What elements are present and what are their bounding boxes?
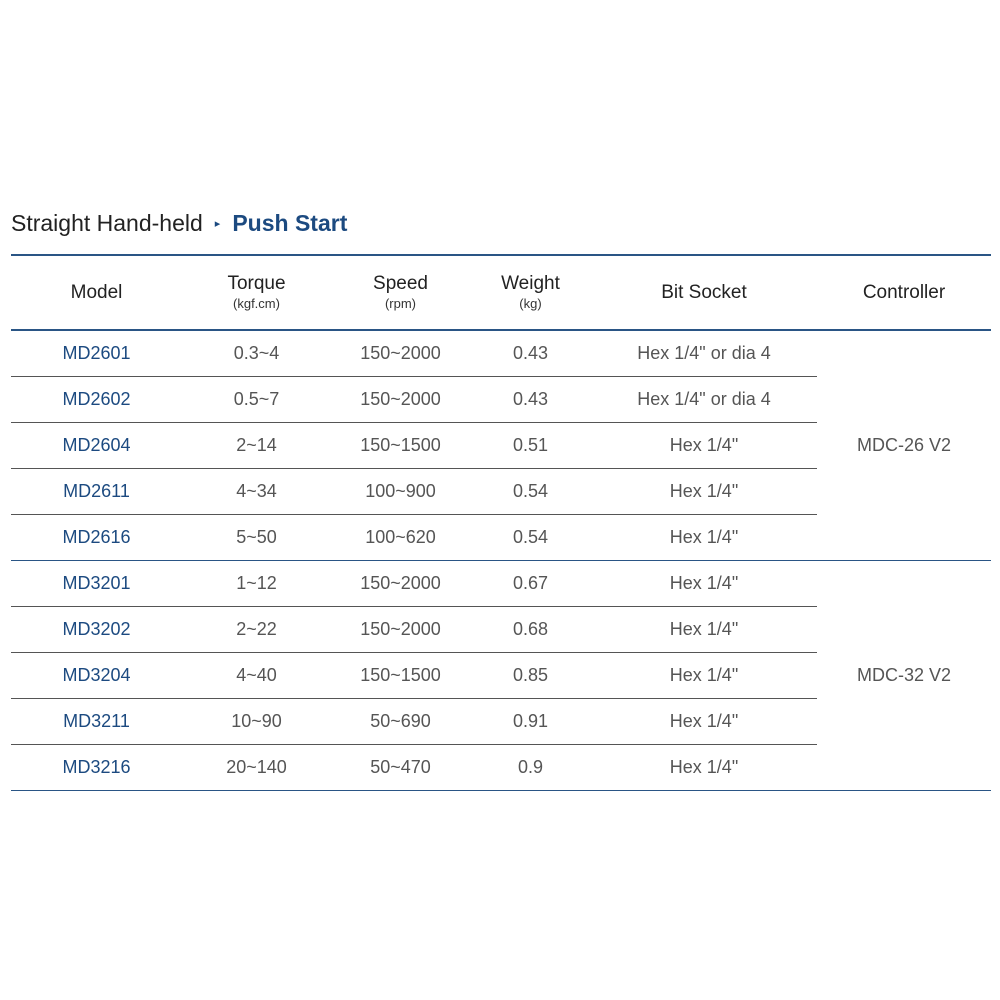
header-label: Speed [373,273,428,294]
cell-torque: 10~90 [182,698,331,744]
cell-controller: MDC-32 V2 [817,560,991,790]
cell-bit-socket: Hex 1/4" [591,468,817,514]
cell-bit-socket: Hex 1/4" [591,744,817,790]
category-title: Straight Hand-held [11,210,203,236]
cell-bit-socket: Hex 1/4" [591,422,817,468]
cell-weight: 0.51 [470,422,591,468]
cell-weight: 0.67 [470,560,591,606]
cell-bit-socket: Hex 1/4" or dia 4 [591,330,817,376]
cell-model: MD2611 [11,468,182,514]
cell-model: MD2602 [11,376,182,422]
breadcrumb-arrow-icon: ▸ [214,218,221,230]
table-row [11,560,991,606]
table-body [11,330,991,790]
cell-torque: 1~12 [182,560,331,606]
cell-torque: 4~40 [182,652,331,698]
cell-torque: 2~14 [182,422,331,468]
cell-torque: 4~34 [182,468,331,514]
cell-bit-socket: Hex 1/4" [591,514,817,560]
cell-model: MD2604 [11,422,182,468]
cell-controller: MDC-26 V2 [817,330,991,560]
cell-speed: 50~690 [331,698,470,744]
cell-speed: 150~1500 [331,422,470,468]
cell-speed: 50~470 [331,744,470,790]
cell-bit-socket: Hex 1/4" [591,698,817,744]
header-bit-socket [591,255,817,330]
cell-model: MD3211 [11,698,182,744]
page-title [11,208,347,239]
cell-speed: 150~2000 [331,330,470,376]
cell-weight: 0.9 [470,744,591,790]
cell-weight: 0.43 [470,376,591,422]
cell-speed: 150~1500 [331,652,470,698]
spec-table [11,254,991,791]
header-weight [470,255,591,330]
cell-model: MD3204 [11,652,182,698]
header-model [11,255,182,330]
cell-torque: 0.3~4 [182,330,331,376]
cell-torque: 2~22 [182,606,331,652]
cell-model: MD2601 [11,330,182,376]
cell-bit-socket: Hex 1/4" [591,652,817,698]
cell-weight: 0.91 [470,698,591,744]
header-label: Bit Socket [661,281,747,303]
cell-model: MD3201 [11,560,182,606]
header-unit: (rpm) [384,296,417,311]
cell-model: MD2616 [11,514,182,560]
cell-bit-socket: Hex 1/4" [591,560,817,606]
header-label: Weight [501,273,560,294]
cell-torque: 5~50 [182,514,331,560]
header-label: Torque [227,273,286,294]
header-row [11,255,991,330]
table-row [11,330,991,376]
cell-speed: 100~620 [331,514,470,560]
cell-torque: 0.5~7 [182,376,331,422]
cell-speed: 150~2000 [331,606,470,652]
subcategory-title: Push Start [232,210,348,236]
cell-weight: 0.68 [470,606,591,652]
header-label: Model [70,281,123,303]
cell-bit-socket: Hex 1/4" [591,606,817,652]
header-torque [182,255,331,330]
cell-weight: 0.85 [470,652,591,698]
header-unit: (kg) [519,296,542,311]
header-label: Controller [862,281,946,303]
cell-weight: 0.54 [470,514,591,560]
header-controller [817,255,991,330]
cell-weight: 0.54 [470,468,591,514]
header-speed [331,255,470,330]
cell-speed: 150~2000 [331,376,470,422]
cell-model: MD3202 [11,606,182,652]
header-unit: (kgf.cm) [233,296,280,311]
cell-bit-socket: Hex 1/4" or dia 4 [591,376,817,422]
cell-speed: 100~900 [331,468,470,514]
cell-weight: 0.43 [470,330,591,376]
cell-speed: 150~2000 [331,560,470,606]
cell-torque: 20~140 [182,744,331,790]
cell-model: MD3216 [11,744,182,790]
